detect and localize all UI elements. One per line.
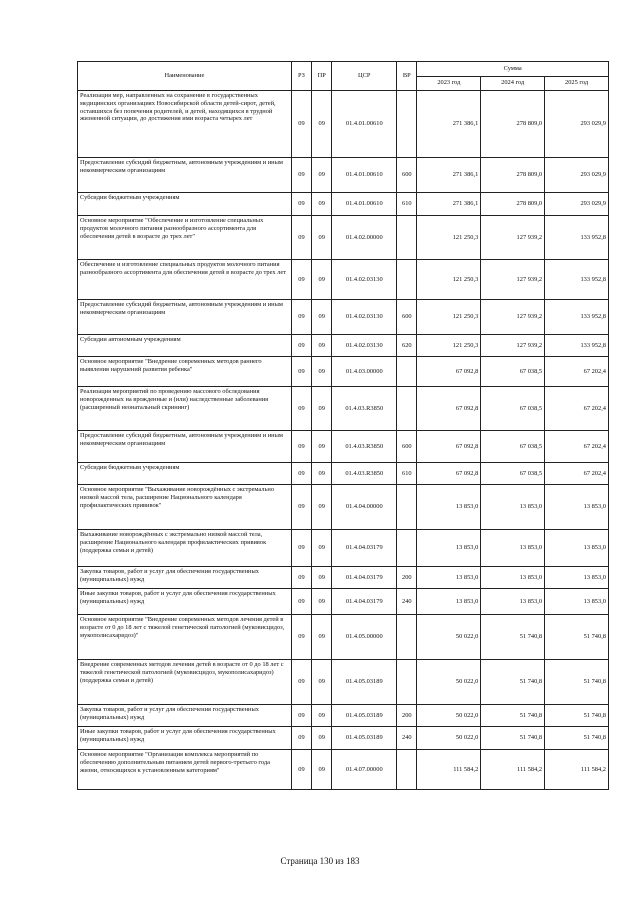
row-rz: 09 <box>291 216 311 260</box>
header-pr: ПР <box>312 62 332 91</box>
row-name: Обеспечение и изготовление специальных продуктов молочного питания разнообразного ассортимента для обеспечения детей в возрасте до трех лет <box>78 260 292 300</box>
table-row <box>78 300 609 335</box>
row-vr: 200 <box>397 705 417 727</box>
row-csr: 01.4.02.03130 <box>332 260 397 300</box>
row-pr: 09 <box>312 158 332 193</box>
row-name: Внедрение современных методов лечения детей в возрасте от 0 до 18 лет с тяжелой генетической патологией (муковисцидоз, мукополисахаридоз) (поддержка семьи и детей) <box>78 660 292 705</box>
row-csr: 01.4.05.00000 <box>332 615 397 660</box>
budget-table <box>77 61 609 790</box>
row-amount-2025: 13 853,0 <box>545 530 609 567</box>
row-csr: 01.4.05.03189 <box>332 705 397 727</box>
row-amount-2025: 67 202,4 <box>545 387 609 431</box>
row-rz: 09 <box>291 335 311 357</box>
row-rz: 09 <box>291 357 311 387</box>
row-vr: 600 <box>397 158 417 193</box>
table-row <box>78 485 609 530</box>
row-amount-2025: 67 202,4 <box>545 431 609 463</box>
row-amount-2023: 13 853,0 <box>417 485 481 530</box>
table-row <box>78 357 609 387</box>
header-year-2023: 2023 год <box>417 76 481 91</box>
row-pr: 09 <box>312 530 332 567</box>
row-amount-2024: 51 740,8 <box>481 727 545 750</box>
row-csr: 01.4.03.R3850 <box>332 387 397 431</box>
row-pr: 09 <box>312 589 332 615</box>
row-rz: 09 <box>291 485 311 530</box>
row-amount-2024: 51 740,8 <box>481 615 545 660</box>
header-year-2024: 2024 год <box>481 76 545 91</box>
row-amount-2025: 51 740,8 <box>545 727 609 750</box>
table-row <box>78 463 609 485</box>
header-sum: Сумма <box>417 62 609 77</box>
row-csr: 01.4.05.03189 <box>332 660 397 705</box>
row-amount-2025: 293 029,9 <box>545 193 609 216</box>
row-vr <box>397 216 417 260</box>
row-amount-2023: 121 250,3 <box>417 335 481 357</box>
table-row <box>78 705 609 727</box>
row-rz: 09 <box>291 387 311 431</box>
row-name: Закупка товаров, работ и услуг для обеспечения государственных (муниципальных) нужд <box>78 705 292 727</box>
row-pr: 09 <box>312 387 332 431</box>
row-rz: 09 <box>291 260 311 300</box>
row-amount-2023: 50 022,0 <box>417 727 481 750</box>
table-row <box>78 431 609 463</box>
row-amount-2024: 67 038,5 <box>481 431 545 463</box>
table-row <box>78 216 609 260</box>
row-csr: 01.4.01.00610 <box>332 158 397 193</box>
row-vr <box>397 750 417 790</box>
row-rz: 09 <box>291 589 311 615</box>
table-row <box>78 750 609 790</box>
row-rz: 09 <box>291 431 311 463</box>
row-name: Иные закупки товаров, работ и услуг для обеспечения государственных (муниципальных) нужд <box>78 589 292 615</box>
row-amount-2024: 278 809,0 <box>481 158 545 193</box>
row-vr <box>397 615 417 660</box>
table-row <box>78 660 609 705</box>
row-vr <box>397 91 417 158</box>
row-name: Предоставление субсидий бюджетным, автономным учреждениям и иным некоммерческим организациям <box>78 158 292 193</box>
row-amount-2023: 50 022,0 <box>417 705 481 727</box>
row-amount-2024: 13 853,0 <box>481 530 545 567</box>
row-amount-2025: 133 952,8 <box>545 216 609 260</box>
row-rz: 09 <box>291 158 311 193</box>
row-rz: 09 <box>291 300 311 335</box>
table-row <box>78 193 609 216</box>
row-amount-2023: 271 386,1 <box>417 193 481 216</box>
row-vr <box>397 530 417 567</box>
row-csr: 01.4.03.R3850 <box>332 431 397 463</box>
table-row <box>78 387 609 431</box>
row-amount-2024: 127 939,2 <box>481 216 545 260</box>
row-amount-2023: 13 853,0 <box>417 530 481 567</box>
row-rz: 09 <box>291 193 311 216</box>
row-amount-2023: 121 250,3 <box>417 216 481 260</box>
row-name: Иные закупки товаров, работ и услуг для обеспечения государственных (муниципальных) нужд <box>78 727 292 750</box>
table-row <box>78 335 609 357</box>
row-csr: 01.4.02.03130 <box>332 335 397 357</box>
row-amount-2023: 271 386,1 <box>417 91 481 158</box>
row-vr: 610 <box>397 463 417 485</box>
row-amount-2024: 278 809,0 <box>481 91 545 158</box>
row-amount-2023: 67 092,8 <box>417 357 481 387</box>
row-csr: 01.4.04.03179 <box>332 567 397 589</box>
row-amount-2023: 50 022,0 <box>417 615 481 660</box>
table-row <box>78 567 609 589</box>
row-name: Предоставление субсидий бюджетным, автономным учреждениям и иным некоммерческим организациям <box>78 300 292 335</box>
header-name: Наименование <box>78 62 292 91</box>
header-csr: ЦСР <box>332 62 397 91</box>
row-amount-2024: 127 939,2 <box>481 335 545 357</box>
row-pr: 09 <box>312 727 332 750</box>
table-row <box>78 727 609 750</box>
row-name: Основное мероприятие "Обеспечение и изготовление специальных продуктов молочного питания разнообразного ассортимента для обеспечения детей в возрасте до трех лет" <box>78 216 292 260</box>
table-row <box>78 158 609 193</box>
row-pr: 09 <box>312 660 332 705</box>
table-row <box>78 260 609 300</box>
row-name: Основное мероприятие "Внедрение современных методов раннего выявления нарушений развития ребенка" <box>78 357 292 387</box>
row-amount-2025: 67 202,4 <box>545 463 609 485</box>
row-vr <box>397 357 417 387</box>
row-amount-2025: 293 029,9 <box>545 158 609 193</box>
header-rz: РЗ <box>291 62 311 91</box>
row-name: Реализация мероприятий по проведению массового обследования новорожденных на врожденные и (или) наследственные заболевания (расширенный неонатальный скрининг) <box>78 387 292 431</box>
table-row <box>78 530 609 567</box>
row-name: Предоставление субсидий бюджетным, автономным учреждениям и иным некоммерческим организациям <box>78 431 292 463</box>
row-amount-2025: 133 952,8 <box>545 300 609 335</box>
row-amount-2024: 67 038,5 <box>481 463 545 485</box>
row-amount-2023: 271 386,1 <box>417 158 481 193</box>
row-amount-2024: 127 939,2 <box>481 260 545 300</box>
page-number: Страница 130 из 183 <box>280 856 360 866</box>
row-csr: 01.4.03.00000 <box>332 357 397 387</box>
row-csr: 01.4.05.03189 <box>332 727 397 750</box>
row-amount-2023: 121 250,3 <box>417 300 481 335</box>
row-name: Закупка товаров, работ и услуг для обеспечения государственных (муниципальных) нужд <box>78 567 292 589</box>
row-amount-2024: 278 809,0 <box>481 193 545 216</box>
row-amount-2025: 13 853,0 <box>545 567 609 589</box>
row-pr: 09 <box>312 335 332 357</box>
row-csr: 01.4.02.03130 <box>332 300 397 335</box>
row-csr: 01.4.04.03179 <box>332 589 397 615</box>
row-csr: 01.4.02.00000 <box>332 216 397 260</box>
row-amount-2023: 121 250,3 <box>417 260 481 300</box>
row-name: Реализация мер, направленных на сохранение в государственных медицинских организациях Новосибирской области детей-сирот, детей, оставшихся без попечения родителей, и детей, находящихся в трудной жизненной ситуации, до достижения ими возраста четырех лет <box>78 91 292 158</box>
row-amount-2025: 293 029,9 <box>545 91 609 158</box>
row-pr: 09 <box>312 705 332 727</box>
row-csr: 01.4.04.00000 <box>332 485 397 530</box>
row-amount-2024: 13 853,0 <box>481 589 545 615</box>
row-amount-2025: 51 740,8 <box>545 705 609 727</box>
row-vr <box>397 485 417 530</box>
row-amount-2023: 67 092,8 <box>417 431 481 463</box>
row-amount-2023: 67 092,8 <box>417 463 481 485</box>
row-amount-2025: 51 740,8 <box>545 615 609 660</box>
row-vr: 240 <box>397 727 417 750</box>
row-name: Основное мероприятие "Выхаживание новорождённых с экстремально низкой массой тела, расширение Национального календаря профилактических прививок" <box>78 485 292 530</box>
row-pr: 09 <box>312 485 332 530</box>
row-rz: 09 <box>291 615 311 660</box>
row-rz: 09 <box>291 660 311 705</box>
row-rz: 09 <box>291 463 311 485</box>
row-amount-2024: 111 584,2 <box>481 750 545 790</box>
row-amount-2024: 13 853,0 <box>481 567 545 589</box>
row-amount-2024: 51 740,8 <box>481 660 545 705</box>
row-vr: 600 <box>397 300 417 335</box>
row-rz: 09 <box>291 567 311 589</box>
row-amount-2023: 67 092,8 <box>417 387 481 431</box>
row-rz: 09 <box>291 750 311 790</box>
row-pr: 09 <box>312 357 332 387</box>
header-year-2025: 2025 год <box>545 76 609 91</box>
row-amount-2025: 67 202,4 <box>545 357 609 387</box>
row-pr: 09 <box>312 750 332 790</box>
row-vr: 240 <box>397 589 417 615</box>
row-csr: 01.4.03.R3850 <box>332 463 397 485</box>
row-amount-2025: 13 853,0 <box>545 589 609 615</box>
row-amount-2024: 67 038,5 <box>481 357 545 387</box>
row-pr: 09 <box>312 431 332 463</box>
row-rz: 09 <box>291 727 311 750</box>
row-name: Основное мероприятие "Внедрение современных методов лечения детей в возрасте от 0 до 18 лет с тяжелой генетической патологией (муковисцидоз, мукополисахаридоз)" <box>78 615 292 660</box>
row-pr: 09 <box>312 260 332 300</box>
row-pr: 09 <box>312 615 332 660</box>
row-amount-2023: 13 853,0 <box>417 589 481 615</box>
row-pr: 09 <box>312 567 332 589</box>
row-vr: 610 <box>397 193 417 216</box>
row-pr: 09 <box>312 193 332 216</box>
row-amount-2023: 13 853,0 <box>417 567 481 589</box>
row-amount-2025: 51 740,8 <box>545 660 609 705</box>
row-rz: 09 <box>291 705 311 727</box>
row-pr: 09 <box>312 91 332 158</box>
row-vr <box>397 660 417 705</box>
row-vr: 620 <box>397 335 417 357</box>
row-vr <box>397 387 417 431</box>
row-amount-2025: 133 952,8 <box>545 335 609 357</box>
row-pr: 09 <box>312 463 332 485</box>
row-amount-2023: 50 022,0 <box>417 660 481 705</box>
table-row <box>78 91 609 158</box>
row-name: Субсидии автономным учреждениям <box>78 335 292 357</box>
row-amount-2025: 133 952,8 <box>545 260 609 300</box>
row-name: Субсидии бюджетным учреждениям <box>78 193 292 216</box>
row-amount-2025: 111 584,2 <box>545 750 609 790</box>
row-pr: 09 <box>312 216 332 260</box>
header-vr: ВР <box>397 62 417 91</box>
row-csr: 01.4.01.00610 <box>332 193 397 216</box>
row-rz: 09 <box>291 530 311 567</box>
row-vr <box>397 260 417 300</box>
row-vr: 600 <box>397 431 417 463</box>
row-csr: 01.4.01.00610 <box>332 91 397 158</box>
row-amount-2025: 13 853,0 <box>545 485 609 530</box>
row-rz: 09 <box>291 91 311 158</box>
row-amount-2024: 67 038,5 <box>481 387 545 431</box>
table-row <box>78 615 609 660</box>
table-header <box>78 62 609 91</box>
row-amount-2024: 51 740,8 <box>481 705 545 727</box>
row-amount-2024: 127 939,2 <box>481 300 545 335</box>
row-amount-2023: 111 584,2 <box>417 750 481 790</box>
row-vr: 200 <box>397 567 417 589</box>
row-amount-2024: 13 853,0 <box>481 485 545 530</box>
row-pr: 09 <box>312 300 332 335</box>
row-name: Основное мероприятие "Организация комплекса мероприятий по обеспечению дополнительным питанием детей первого-третьего года жизни, относящихся к установленным категориям" <box>78 750 292 790</box>
row-name: Выхаживание новорождённых с экстремально низкой массой тела, расширение Национального календаря профилактических прививок (поддержка семьи и детей) <box>78 530 292 567</box>
table-body <box>78 91 609 790</box>
row-name: Субсидии бюджетным учреждениям <box>78 463 292 485</box>
row-csr: 01.4.04.03179 <box>332 530 397 567</box>
table-row <box>78 589 609 615</box>
row-csr: 01.4.07.00000 <box>332 750 397 790</box>
